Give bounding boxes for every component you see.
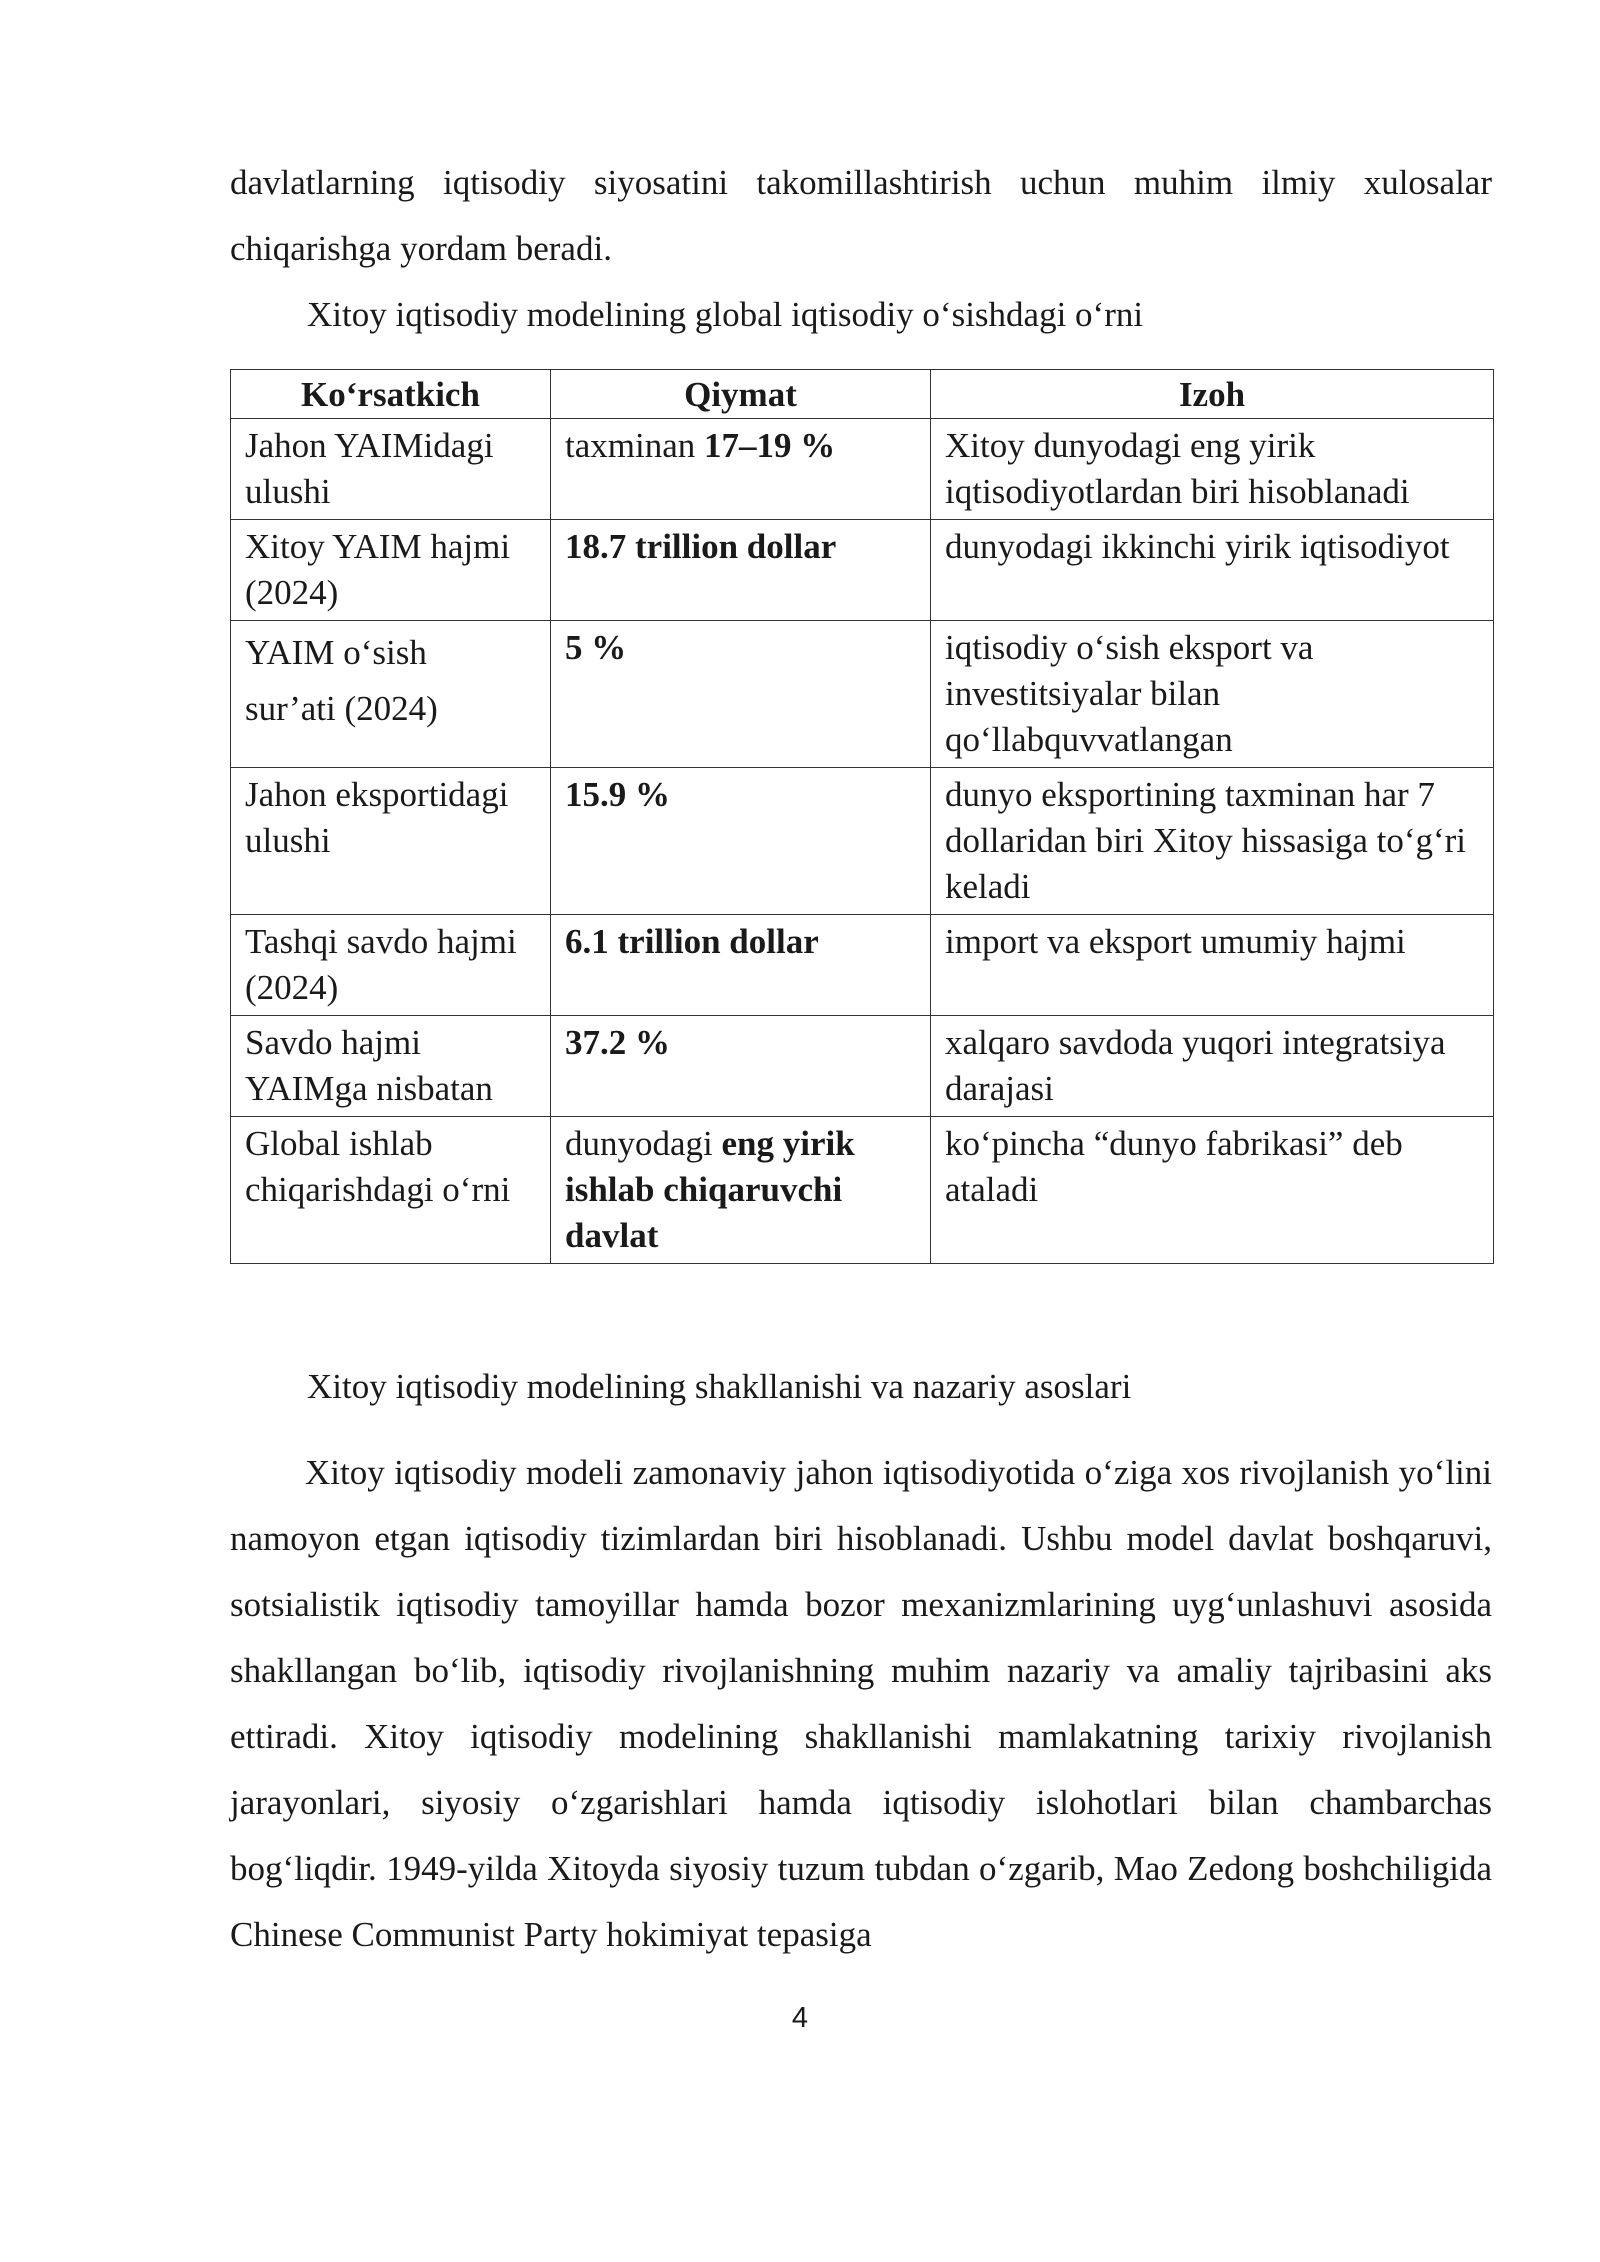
table-row xyxy=(231,1016,1494,1117)
value-prefix: dunyodagi xyxy=(565,1124,722,1163)
indicator-cell: Savdo hajmi YAIMga nisbatan xyxy=(231,1016,551,1117)
header-value: Qiymat xyxy=(551,370,931,419)
indicator-cell: Xitoy YAIM hajmi (2024) xyxy=(231,520,551,621)
value-bold: 17–19 % xyxy=(704,426,836,465)
table-header-row xyxy=(231,370,1494,419)
indicator-cell: Tashqi savdo hajmi (2024) xyxy=(231,915,551,1016)
value-cell xyxy=(551,1117,931,1264)
page-number: 4 xyxy=(791,2002,809,2034)
table-row xyxy=(231,915,1494,1016)
document-page xyxy=(230,150,1492,1968)
header-note: Izoh xyxy=(931,370,1494,419)
header-indicator: Ko‘rsatkich xyxy=(231,370,551,419)
table-row xyxy=(231,621,1494,768)
indicator-line: YAIM o‘sish xyxy=(245,633,427,672)
value-cell: 5 % xyxy=(551,621,931,768)
indicator-table xyxy=(230,369,1494,1264)
section-title: Xitoy iqtisodiy modelining shakllanishi va nazariy asoslari xyxy=(307,1367,1132,1406)
intro-paragraph: davlatlarning iqtisodiy siyosatini takomillashtirish uchun muhim ilmiy xulosalar chiqarishga yordam beradi. xyxy=(230,163,1492,268)
table-row xyxy=(231,1117,1494,1264)
value-cell: 37.2 % xyxy=(551,1016,931,1117)
indicator-cell: Jahon YAIMidagi ulushi xyxy=(231,419,551,520)
value-cell xyxy=(551,419,931,520)
value-prefix: taxminan xyxy=(565,426,704,465)
indicator-cell: Global ishlab chiqarishdagi o‘rni xyxy=(231,1117,551,1264)
note-cell: xalqaro savdoda yuqori integratsiya darajasi xyxy=(931,1016,1494,1117)
indicator-cell: Jahon eksportidagi ulushi xyxy=(231,768,551,915)
value-cell: 6.1 trillion dollar xyxy=(551,915,931,1016)
note-cell: iqtisodiy o‘sish eksport va investitsiyalar bilan qo‘llabquvvatlangan xyxy=(931,621,1494,768)
note-cell: import va eksport umumiy hajmi xyxy=(931,915,1494,1016)
table-caption: Xitoy iqtisodiy modelining global iqtisodiy o‘sishdagi o‘rni xyxy=(307,295,1144,334)
value-cell: 18.7 trillion dollar xyxy=(551,520,931,621)
note-cell: Xitoy dunyodagi eng yirik iqtisodiyotlardan biri hisoblanadi xyxy=(931,419,1494,520)
indicator-line: sur’ati (2024) xyxy=(245,689,438,728)
value-cell: 15.9 % xyxy=(551,768,931,915)
note-cell: dunyodagi ikkinchi yirik iqtisodiyot xyxy=(931,520,1494,621)
value-bold: eng yirik ishlab chiqaruvchi davlat xyxy=(565,1124,855,1255)
indicator-cell xyxy=(231,621,551,768)
table-row xyxy=(231,419,1494,520)
note-cell: dunyo eksportining taxminan har 7 dollaridan biri Xitoy hissasiga to‘g‘ri keladi xyxy=(931,768,1494,915)
table-row xyxy=(231,520,1494,621)
table-row xyxy=(231,768,1494,915)
main-paragraph: Xitoy iqtisodiy modeli zamonaviy jahon iqtisodiyotida o‘ziga xos rivojlanish yo‘lini namoyon etgan iqtisodiy tizimlardan biri hisoblanadi. Ushbu model davlat boshqaruvi, sotsialistik iqtisodiy tamoyillar hamda bozor mexanizmlarining uyg‘unlashuvi asosida shakllangan bo‘lib, iqtisodiy rivojlanishning muhim nazariy va amaliy tajribasini aks ettiradi. Xitoy iqtisodiy modelining shakllanishi mamlakatning tarixiy rivojlanish jarayonlari, siyosiy o‘zgarishlari hamda iqtisodiy islohotlari bilan chambarchas bog‘liqdir. 1949-yilda Xitoyda siyosiy tuzum tubdan o‘zgarib, Mao Zedong boshchiligida Chinese Communist Party hokimiyat tepasiga xyxy=(230,1453,1492,1954)
note-cell: ko‘pincha “dunyo fabrikasi” deb ataladi xyxy=(931,1117,1494,1264)
